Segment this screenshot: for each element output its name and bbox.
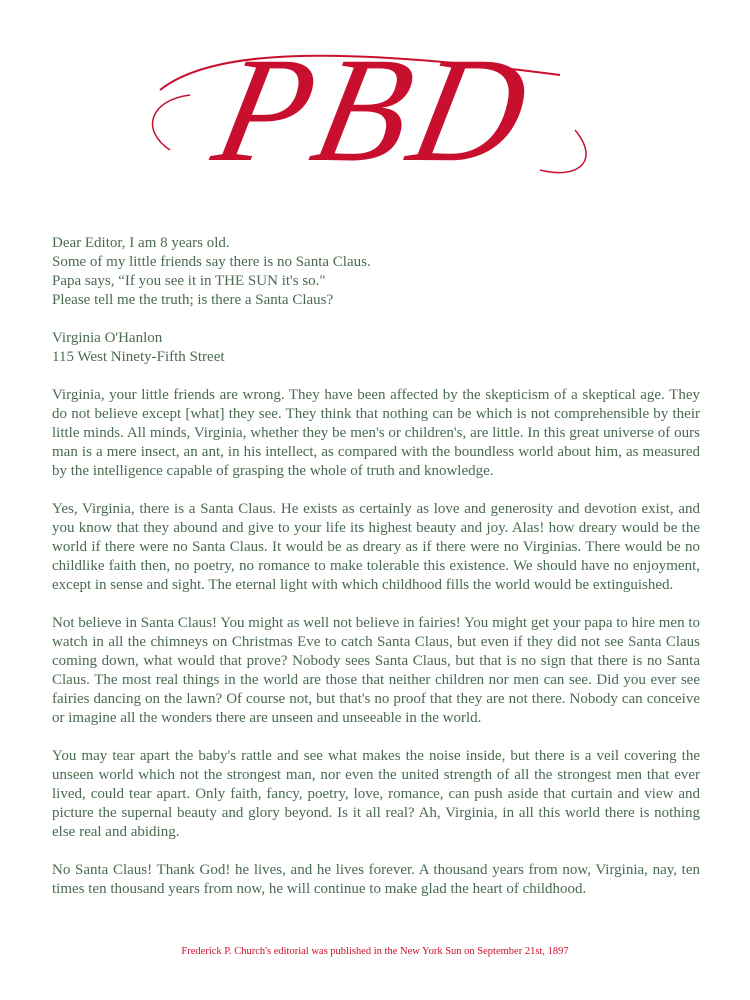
response-paragraph: No Santa Claus! Thank God! he lives, and he lives forever. A thousand years from now, Virginia, nay, ten times ten thousand years from now, he will continue to make glad the heart of childhood. xyxy=(52,862,700,897)
signature-block xyxy=(52,329,700,367)
response-paragraph: Yes, Virginia, there is a Santa Claus. He exists as certainly as love and generosity and devotion exist, and you know that they abound and give to your life its highest beauty and joy. Alas! how dreary would be the world if there were no Santa Claus. It would be as dreary as if there were no Virginias. There would be no childlike faith then, no poetry, no romance to make tolerable this existence. We should have no enjoyment, except in sense and sight. The eternal light with which childhood fills the world would be extinguished. xyxy=(52,501,700,593)
response-paragraph: You may tear apart the baby's rattle and see what makes the noise inside, but there is a veil covering the unseen world which not the strongest man, nor even the united strength of all the strongest men that ever lived, could tear apart. Only faith, fancy, poetry, love, romance, can push aside that curtain and view and picture the supernal beauty and glory beyond. Is it all real? Ah, Virginia, in all this world there is nothing else real and abiding. xyxy=(52,748,700,840)
letter-line: Dear Editor, I am 8 years old. xyxy=(52,235,230,251)
response-paragraph: Not believe in Santa Claus! You might as well not believe in fairies! You might get your papa to hire men to watch in all the chimneys on Christmas Eve to catch Santa Claus, but even if they did not see Santa Claus coming down, what would that prove? Nobody sees Santa Claus, but that is no sign that there is no Santa Claus. The most real things in the world are those that neither children nor men can see. Did you ever see fairies dancing on the lawn? Of course not, but that's no proof that they are not there. Nobody can conceive or imagine all the wonders there are unseen and unseeable in the world. xyxy=(52,615,700,726)
monogram-letters: PBD xyxy=(202,27,548,193)
editorial-response xyxy=(52,386,700,899)
signature-name: Virginia O'Hanlon xyxy=(52,330,163,346)
footer-credit: Frederick P. Church's editorial was published in the New York Sun on September 21st, 1897 xyxy=(181,946,569,957)
response-paragraph: Virginia, your little friends are wrong. They have been affected by the skepticism of a skeptical age. They do not believe except [what] they see. They think that nothing can be which is not comprehensible by their little minds. All minds, Virginia, whether they be men's or children's, are little. In this great universe of ours man is a mere insect, an ant, in his intellect, as compared with the boundless world about him, as measured by the intelligence capable of grasping the whole of truth and knowledge. xyxy=(52,387,700,479)
virginia-letter xyxy=(52,234,700,310)
letter-body xyxy=(52,234,700,918)
letter-line: Papa says, “If you see it in THE SUN it's so." xyxy=(52,273,326,289)
signature-address: 115 West Ninety-Fifth Street xyxy=(52,349,225,365)
letter-line: Some of my little friends say there is no Santa Claus. xyxy=(52,254,371,270)
letter-line: Please tell me the truth; is there a Santa Claus? xyxy=(52,292,334,308)
monogram-logo xyxy=(0,20,750,210)
